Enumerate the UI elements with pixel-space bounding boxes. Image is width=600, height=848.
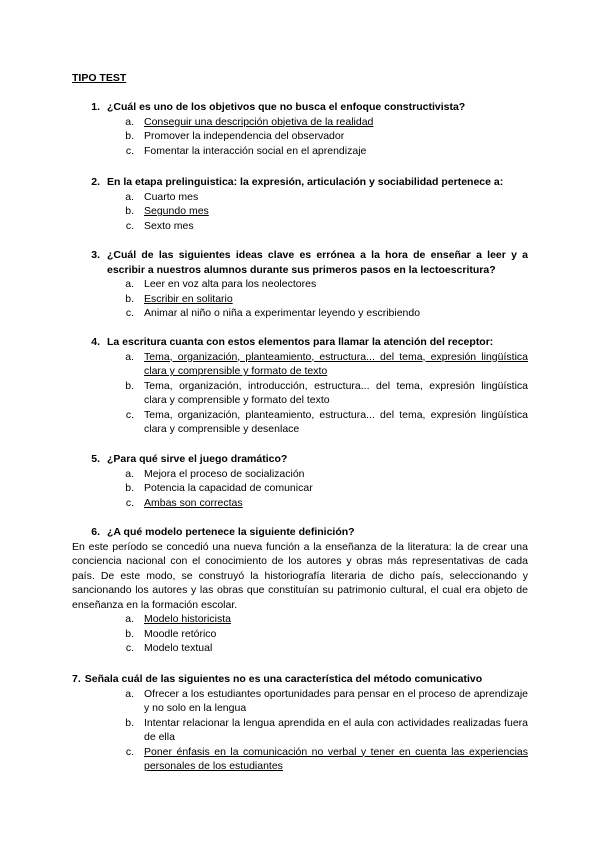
- option-a: a. Conseguir una descripción objetiva de la realidad: [72, 115, 528, 130]
- option-c: c. Ambas son correctas: [72, 496, 528, 511]
- option-a: a. Modelo historicista: [72, 612, 528, 627]
- question-number: 2.: [91, 176, 100, 188]
- question-5: [72, 452, 528, 510]
- option-b: b. Promover la independencia del observador: [125, 130, 345, 142]
- option-b: b. Tema, organización, introducción, estructura... del tema, expresión lingüística clara y comprensible y formato del texto: [125, 379, 528, 406]
- correct-answer: Segundo mes: [144, 205, 209, 217]
- option-c: c. Modelo textual: [125, 642, 213, 654]
- option-c: c. Tema, organización, planteamiento, estructura... del tema, expresión lingüística clara y comprensible y desenlace: [125, 408, 528, 435]
- question-4: [72, 335, 528, 437]
- option-c: c. Animar al niño o niña a experimentar leyendo y escribiendo: [125, 307, 421, 319]
- question-text: En la etapa prelinguistica: la expresión, articulación y sociabilidad pertenece a:: [107, 176, 504, 188]
- option-b: b. Potencia la capacidad de comunicar: [125, 482, 313, 494]
- question-text: ¿Cuál de las siguientes ideas clave es errónea a la hora de enseñar a leer y a escribir a nuestros alumnos durante sus primeros pasos en la lectoescritura?: [107, 249, 528, 276]
- option-a: a. Cuarto mes: [125, 190, 199, 203]
- option-c: c. Poner énfasis en la comunicación no verbal y tener en cuenta las experiencias personales de los estudiantes: [125, 745, 528, 772]
- document-title: TIPO TEST: [72, 72, 127, 84]
- option-a: a. Tema, organización, planteamiento, estructura... del tema, expresión lingüística clara y comprensible y formato de texto: [125, 350, 528, 377]
- option-b: b. Segundo mes: [72, 204, 528, 219]
- correct-answer: Conseguir una descripción objetiva de la realidad: [144, 115, 374, 128]
- question-number: 1.: [91, 101, 100, 113]
- question-text: ¿Cuál es uno de los objetivos que no busca el enfoque constructivista?: [107, 101, 466, 113]
- question-number: 4.: [91, 336, 100, 348]
- question-text: Señala cuál de las siguientes no es una característica del método comunicativo: [84, 673, 483, 685]
- question-number: 7.: [72, 673, 81, 685]
- option-a: a. Ofrecer a los estudiantes oportunidades para pensar en el proceso de aprendizaje y no solo en la lengua: [125, 687, 528, 714]
- correct-answer: Poner énfasis en la comunicación no verbal y tener en cuenta las experiencias personales de los estudiantes: [144, 745, 528, 772]
- question-7: [72, 672, 528, 774]
- question-text: La escritura cuanta con estos elementos para llamar la atención del receptor:: [107, 336, 494, 348]
- option-c: c. Sexto mes: [125, 219, 194, 232]
- option-a: a. Mejora el proceso de socialización: [125, 467, 305, 480]
- option-b: b. Intentar relacionar la lengua aprendida en el aula con actividades realizadas fuera de ella: [125, 716, 528, 743]
- question-number: 3.: [91, 249, 100, 261]
- correct-answer: Tema, organización, planteamiento, estructura... del tema, expresión lingüística clara y comprensible y formato de texto: [144, 350, 528, 377]
- question-1: [72, 100, 528, 158]
- option-b: b. Moodle retórico: [125, 627, 217, 640]
- question-3: [72, 248, 528, 321]
- option-c: c. Fomentar la interacción social en el aprendizaje: [125, 144, 367, 157]
- option-a: a. Leer en voz alta para los neolectores: [125, 278, 317, 290]
- question-6: [72, 525, 528, 656]
- question-number: 6.: [91, 526, 100, 538]
- correct-answer: Ambas son correctas: [144, 496, 243, 509]
- option-b: b. Escribir en solitario: [72, 292, 528, 307]
- correct-answer: Modelo historicista: [144, 613, 231, 625]
- question-2: [72, 175, 528, 233]
- correct-answer: Escribir en solitario: [144, 292, 233, 305]
- question-text: ¿A qué modelo pertenece la siguiente definición?: [107, 526, 355, 538]
- question-text: ¿Para qué sirve el juego dramático?: [107, 453, 288, 465]
- question-number: 5.: [91, 453, 100, 465]
- definition-paragraph: En este período se concedió una nueva función a la enseñanza de la literatura: la de crear una conciencia nacional con el conocimiento de los autores y obras más representativas de cada país. De este modo, se construyó la historiografía literaria de dicho país, seleccionando y sancionando los autores y las obras que constituían su patrimonio cultural, el cual era objeto de enseñanza en la formación escolar.: [72, 540, 528, 611]
